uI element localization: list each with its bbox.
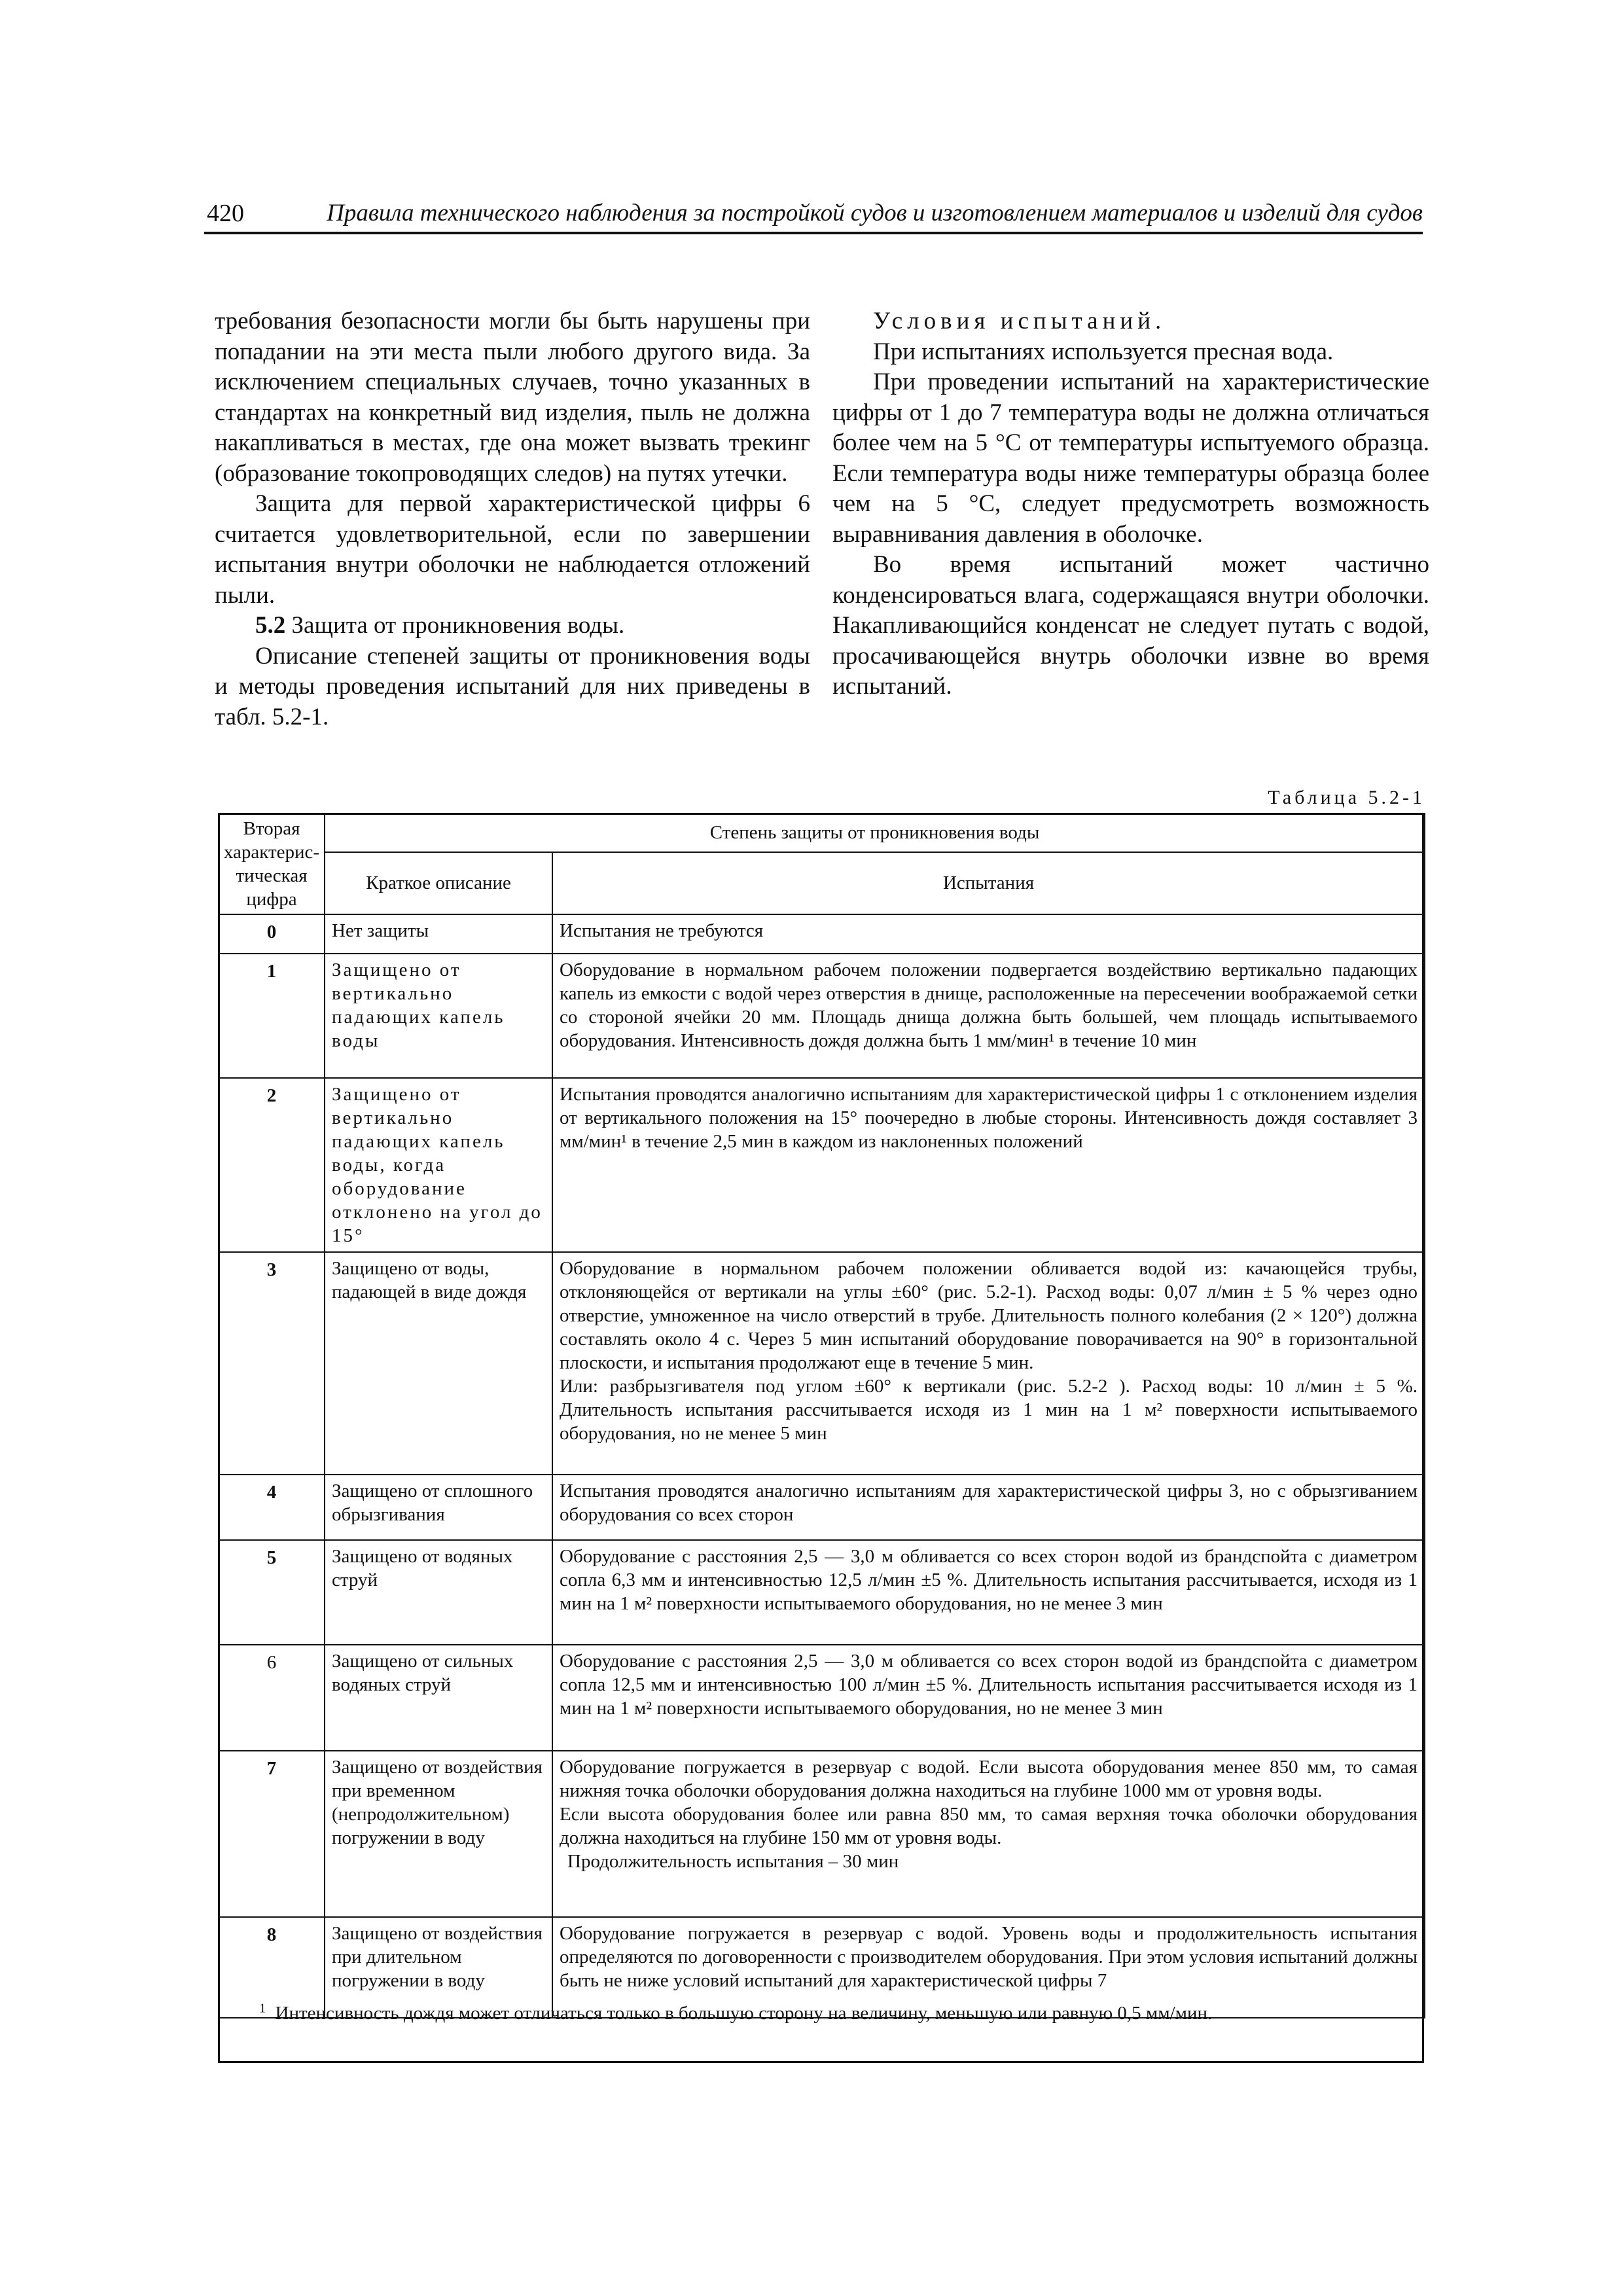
section-title: Защита от проникновения воды. (291, 612, 625, 639)
paragraph: Описание степеней защиты от проникновения воды и методы проведения испытаний для них приведены в табл. 5.2-1. (215, 642, 810, 730)
section-heading (215, 611, 810, 641)
table-caption: Таблица 5.2-1 (1268, 787, 1425, 808)
header-digit: Вторая характерис-тическая цифра (219, 814, 325, 914)
footnote-text: Интенсивность дождя может отличаться только в большую сторону на величину, меньшую или равную 0,5 мм/мин. (275, 2003, 1213, 2024)
table-row (219, 1252, 1425, 1475)
description-cell: Защищено от водяных струй (325, 1540, 552, 1645)
paragraph: При испытаниях используется пресная вода. (873, 338, 1334, 365)
test-text: Оборудование с расстояния 2,5 — 3,0 м обливается со всех сторон водой из брандспойта с диаметром сопла 12,5 мм и интенсивностью 100 л/мин ±5 %. Длительность испытания рассчитывается исходя из 1 мин на 1 м² поверхности испытываемого оборудования, но не менее 3 мин (560, 1651, 1418, 1719)
page-number: 420 (207, 200, 244, 227)
digit-cell: 0 (219, 914, 325, 954)
test-cell (552, 1475, 1425, 1540)
test-cell (552, 1645, 1425, 1751)
table-footnote (259, 2003, 1411, 2024)
description-cell: Защищено от вертикально падающих капель воды (325, 954, 552, 1078)
digit-cell: 3 (219, 1252, 325, 1475)
test-text: Продолжительность испытания – 30 мин (567, 1851, 899, 1872)
test-text: Или: разбрызгивателя под углом ±60° к вертикали (рис. 5.2-2 ). Расход воды: 10 л/мин ± 5 %. Длительность испытания рассчитывается исходя из 1 мин на 1 м² поверхности испытываемого оборудования, но не менее 5 мин (560, 1376, 1418, 1444)
test-text: Оборудование погружается в резервуар с водой. Уровень воды и продолжительность испытания определяются по договоренности с производителем оборудования. При этом условия испытаний должны быть не ниже условий испытаний для характеристической цифры 7 (560, 1923, 1418, 1991)
description-cell: Защищено от воздействия при длительном погружении в воду (325, 1917, 552, 2018)
test-text: Испытания не требуются (560, 920, 764, 941)
test-cell (552, 1751, 1425, 1917)
paragraph: При проведении испытаний на характеристические цифры от 1 до 7 температура воды не должна отличаться более чем на 5 °С от температуры испытуемого образца. Если температура воды ниже температуры образца более чем на 5 °С, следует предусмотреть возможность выравнивания давления в оболочке. (832, 368, 1429, 548)
digit-cell: 7 (219, 1751, 325, 1917)
table-row (219, 1475, 1425, 1540)
test-text: Оборудование в нормальном рабочем положении подвергается воздействию вертикально падающих капель из емкости с водой через отверстия в днище, расположенные на пересечении воображаемой сетки со стороной ячейки 20 мм. Площадь днища должна быть большей, чем площадь испытываемого оборудования. Интенсивность дождя должна быть 1 мм/мин¹ в течение 10 мин (560, 960, 1418, 1051)
header-tests: Испытания (552, 852, 1425, 914)
digit-cell: 1 (219, 954, 325, 1078)
table-row (219, 914, 1425, 954)
description-cell: Нет защиты (325, 914, 552, 954)
description-cell: Защищено от сильных водяных струй (325, 1645, 552, 1751)
table-row (219, 1751, 1425, 1917)
subheading: Условия испытаний. (873, 308, 1166, 334)
table-row (219, 954, 1425, 1078)
description-cell: Защищено от воды, падающей в виде дождя (325, 1252, 552, 1475)
description-cell: Защищено от вертикально падающих капель воды, когда оборудование отклонено на угол до 15° (325, 1078, 552, 1252)
test-text: Оборудование погружается в резервуар с водой. Если высота оборудования менее 850 мм, то самая нижняя точка оболочки оборудования должна находиться на глубине 1000 мм от уровня воды. (560, 1757, 1418, 1801)
test-cell (552, 914, 1425, 954)
description-cell: Защищено от сплошного обрызгивания (325, 1475, 552, 1540)
header-group: Степень защиты от проникновения воды (325, 814, 1425, 852)
protection-table (218, 813, 1425, 2018)
test-text: Испытания проводятся аналогично испытаниям для характеристической цифры 1 с отклонением изделия от вертикального положения на 15° поочередно в любые стороны. Интенсивность дождя составляет 3 мм/мин¹ в течение 2,5 мин в каждом из наклоненных положений (560, 1084, 1418, 1152)
test-text: Оборудование в нормальном рабочем положении обливается водой из: качающейся трубы, отклоняющейся от вертикали на углы ±60° (рис. 5.2-1). Расход воды: 0,07 л/мин ± 5 % через одно отверстие, умноженное на число отверстий в трубе. Длительность полного колебания (2 × 120°) должна составлять около 4 с. Через 5 мин испытаний оборудование поворачивается на 90° в горизонтальной плоскости, и испытания продолжают еще в течение 5 мин. (560, 1258, 1418, 1373)
table-row (219, 1078, 1425, 1252)
test-cell (552, 1078, 1425, 1252)
table-row (219, 1645, 1425, 1751)
footnote-mark: 1 (259, 2001, 266, 2016)
paragraph: Во время испытаний может частично конденсироваться влага, содержащаяся внутри оболочки. Накапливающийся конденсат не следует путать с водой, просачивающейся внутрь оболочки извне во время испытаний. (832, 551, 1429, 700)
table-row (219, 1540, 1425, 1645)
test-text: Оборудование с расстояния 2,5 — 3,0 м обливается со всех сторон водой из брандспойта с диаметром сопла 6,3 мм и интенсивностью 12,5 л/мин ±5 %. Длительность испытания рассчитывается, исходя из 1 мин на 1 м² поверхности испытываемого оборудования, но не менее 3 мин (560, 1546, 1418, 1614)
header-rule (204, 232, 1423, 234)
test-cell (552, 1252, 1425, 1475)
description-cell: Защищено от воздействия при временном (непродолжительном) погружении в воду (325, 1751, 552, 1917)
test-cell (552, 1540, 1425, 1645)
running-header (204, 195, 1423, 234)
digit-cell: 2 (219, 1078, 325, 1252)
test-text: Если высота оборудования более или равна 850 мм, то самая верхняя точка оболочки оборудования должна находиться на глубине 150 мм от уровня воды. (560, 1804, 1418, 1848)
digit-cell: 5 (219, 1540, 325, 1645)
digit-cell: 8 (219, 1917, 325, 2018)
left-column (215, 306, 810, 732)
test-text: Испытания проводятся аналогично испытаниям для характеристической цифры 3, но с обрызгиванием оборудования со всех сторон (560, 1480, 1418, 1525)
right-column (832, 306, 1429, 702)
paragraph: требования безопасности могли бы быть нарушены при попадании на эти места пыли любого другого вида. За исключением специальных случаев, точно указанных в стандартах на конкретный вид изделия, пыль не должна накапливаться в местах, где она может вызвать трекинг (образование токопроводящих следов) на путях утечки. (215, 308, 810, 487)
digit-cell: 4 (219, 1475, 325, 1540)
test-cell (552, 954, 1425, 1078)
paragraph: Защита для первой характеристической цифры 6 считается удовлетворительной, если по завершении испытания внутри оболочки не наблюдается отложений пыли. (215, 490, 810, 609)
header-description: Краткое описание (325, 852, 552, 914)
digit-cell: 6 (219, 1645, 325, 1751)
running-title: Правила технического наблюдения за постройкой судов и изготовлением материалов и изделий для судов (327, 200, 1423, 226)
section-number: 5.2 (255, 612, 286, 639)
